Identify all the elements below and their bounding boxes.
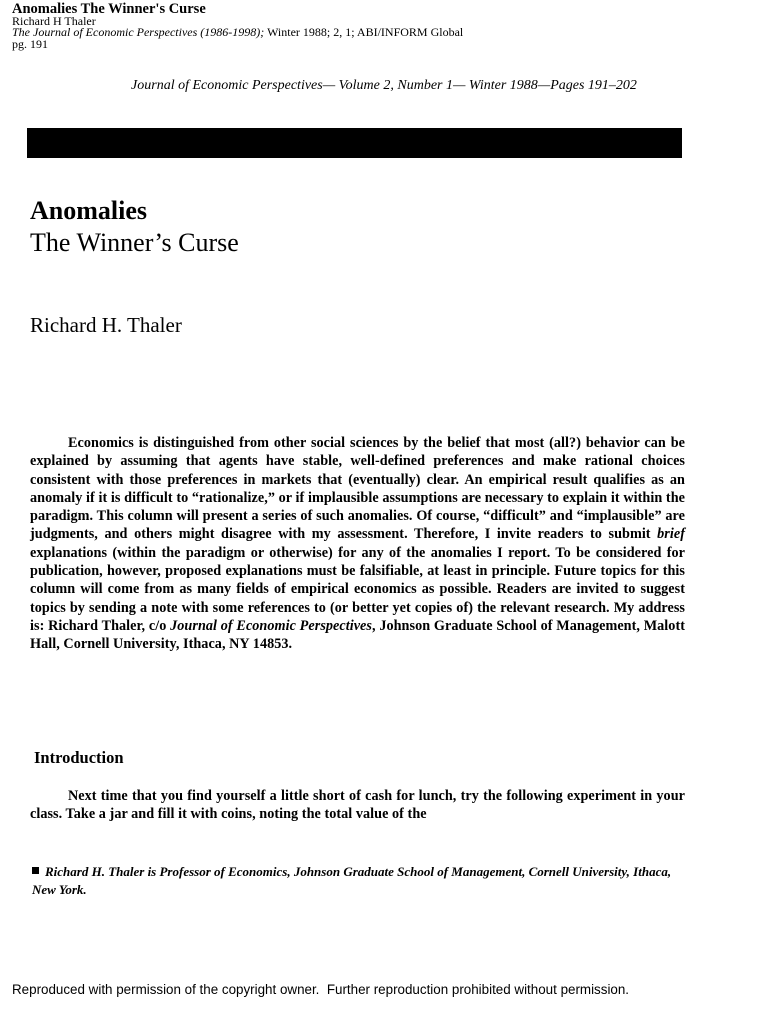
document-title: Anomalies The Winner's Curse [12, 1, 206, 17]
article-author: Richard H. Thaler [30, 313, 182, 337]
intro-paragraph [30, 434, 685, 654]
header-bar [27, 128, 682, 158]
intro-text-1: Economics is distinguished from other social sciences by the belief that most (all?) behavior can be explained by assuming that agents have stable, well-defined preferences and make rational choices consistent with those preferences in markets that (eventually) clear. An empirical result qualifies as an anomaly if it is difficult to “rationalize,” or if implausible assumptions are necessary to explain it within the paradigm. This column will present a series of such anomalies. Of course, “difficult” and “implausible” are judgments, and others might disagree with my assessment. Therefore, I invite readers to submit [30, 435, 685, 543]
footnote-square-icon [32, 867, 39, 874]
article-title-main: Anomalies [30, 196, 147, 225]
document-author: Richard H Thaler [12, 14, 96, 28]
section-heading-introduction: Introduction [34, 748, 124, 767]
introduction-paragraph: Next time that you find yourself a little short of cash for lunch, try the following experiment in your class. Take a jar and fill it with coins, noting the total value of the [30, 788, 685, 823]
source-journal: The Journal of Economic Perspectives (1986-1998); [12, 25, 265, 39]
intro-text-3: , Johnson Graduate School of Management, Malott Hall, Cornell University, Ithaca, NY 14853. [30, 617, 685, 653]
author-footnote [32, 863, 692, 899]
article-title-sub: The Winner’s Curse [30, 228, 239, 257]
document-page: pg. 191 [12, 37, 48, 51]
intro-journal-name: Journal of Economic Perspectives [170, 617, 372, 634]
journal-citation-line: Journal of Economic Perspectives— Volume 2, Number 1— Winter 1988—Pages 191–202 [131, 78, 637, 93]
source-details: Winter 1988; 2, 1; ABI/INFORM Global [264, 25, 464, 39]
document-source [12, 26, 463, 39]
reproduction-notice: Reproduced with permission of the copyright owner. Further reproduction prohibited without permission. [12, 982, 630, 997]
intro-emphasis: brief [657, 526, 685, 543]
footnote-text: Richard H. Thaler is Professor of Economics, Johnson Graduate School of Management, Cornell University, Ithaca, New York. [32, 864, 672, 897]
intro-text-2: explanations (within the paradigm or otherwise) for any of the anomalies I report. To be considered for publication, however, proposed explanations must be falsifiable, at least in principle. Future topics for this column will come from as many fields of empirical economics as possible. Readers are invited to suggest topics by sending a note with some references to (or better yet copies of) the relevant research. My address is: Richard Thaler, c/o [30, 544, 685, 634]
